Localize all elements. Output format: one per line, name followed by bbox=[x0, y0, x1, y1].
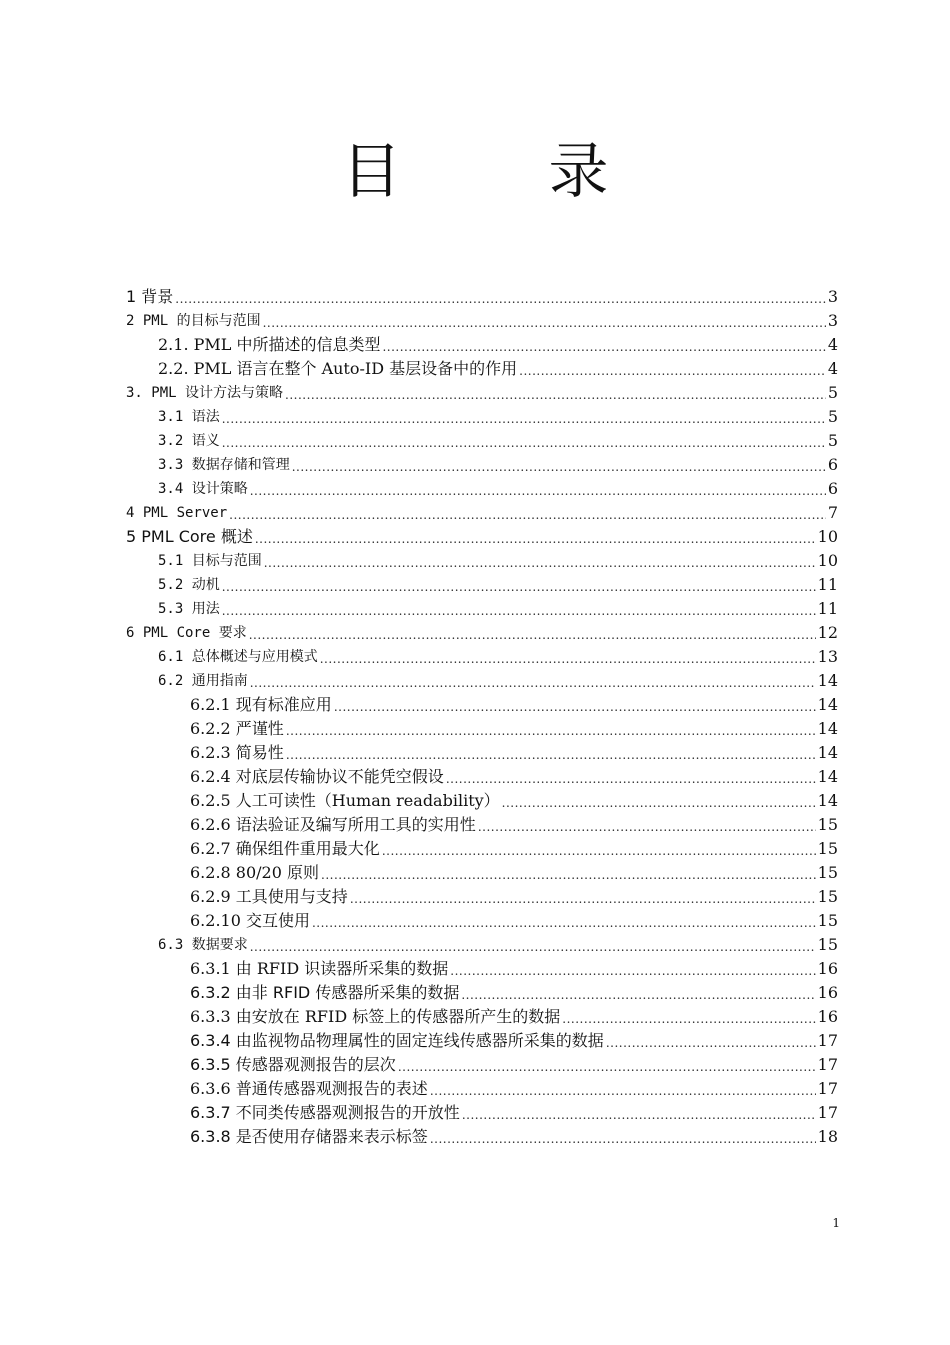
leader-dots bbox=[250, 938, 816, 956]
toc-entry-label: 6.3.5 传感器观测报告的层次 bbox=[190, 1055, 396, 1074]
leader-dots bbox=[175, 290, 826, 308]
toc-entry-page: 12 bbox=[817, 623, 838, 642]
toc-entry-label: 6.2 通用指南 bbox=[158, 673, 248, 689]
toc-entry[interactable] bbox=[190, 812, 838, 836]
toc-entry-label: 5.1 目标与范围 bbox=[158, 553, 262, 569]
toc-entry[interactable] bbox=[158, 932, 838, 956]
toc-entry-page: 16 bbox=[817, 959, 838, 978]
toc-entry[interactable] bbox=[126, 620, 838, 644]
toc-entry-label: 3.4 设计策略 bbox=[158, 481, 248, 497]
toc-entry[interactable] bbox=[158, 356, 838, 380]
toc-entry-page: 14 bbox=[817, 791, 838, 810]
toc-entry-page: 17 bbox=[817, 1055, 838, 1074]
leader-dots bbox=[350, 890, 816, 908]
leader-dots bbox=[222, 602, 816, 620]
toc-entry[interactable] bbox=[190, 908, 838, 932]
toc-entry-label: 2 PML 的目标与范围 bbox=[126, 313, 261, 329]
toc-entry-label: 6.3.1 由 RFID 识读器所采集的数据 bbox=[190, 959, 449, 978]
leader-dots bbox=[450, 962, 815, 980]
toc-entry[interactable] bbox=[190, 980, 838, 1004]
toc-entry[interactable] bbox=[126, 524, 838, 548]
toc-entry-page: 17 bbox=[817, 1079, 838, 1098]
page-title: 目 录 bbox=[341, 137, 673, 207]
toc-entry-page: 3 bbox=[827, 311, 838, 330]
leader-dots bbox=[250, 674, 816, 692]
toc-entry-page: 15 bbox=[817, 815, 838, 834]
toc-entry-label: 6.2.4 对底层传输协议不能凭空假设 bbox=[190, 767, 444, 786]
toc-entry-page: 14 bbox=[817, 695, 838, 714]
toc-entry-page: 14 bbox=[817, 671, 838, 690]
toc-entry[interactable] bbox=[126, 500, 838, 524]
toc-entry-label: 6.3.2 由非 RFID 传感器所采集的数据 bbox=[190, 983, 460, 1002]
leader-dots bbox=[255, 530, 816, 548]
toc-entry-page: 16 bbox=[817, 1007, 838, 1026]
leader-dots bbox=[321, 866, 816, 884]
toc-entry[interactable] bbox=[126, 284, 838, 308]
toc-entry-page: 5 bbox=[827, 383, 838, 402]
leader-dots bbox=[382, 842, 816, 860]
leader-dots bbox=[285, 386, 826, 404]
toc-entry[interactable] bbox=[158, 476, 838, 500]
leader-dots bbox=[263, 314, 826, 332]
toc-entry-label: 5 PML Core 概述 bbox=[126, 527, 253, 546]
toc-entry-label: 6.2.10 交互使用 bbox=[190, 911, 310, 930]
toc-entry-label: 4 PML Server bbox=[126, 505, 228, 521]
toc-entry-label: 6.2.5 人工可读性（Human readability） bbox=[190, 791, 500, 810]
leader-dots bbox=[462, 1106, 816, 1124]
toc-entry[interactable] bbox=[190, 1052, 838, 1076]
toc-entry-label: 2.1. PML 中所描述的信息类型 bbox=[158, 335, 381, 354]
toc-entry[interactable] bbox=[126, 380, 838, 404]
leader-dots bbox=[292, 458, 826, 476]
leader-dots bbox=[250, 482, 826, 500]
toc-entry-label: 5.3 用法 bbox=[158, 601, 220, 617]
toc-entry-label: 6.2.1 现有标准应用 bbox=[190, 695, 332, 714]
toc-entry-label: 6 PML Core 要求 bbox=[126, 625, 247, 641]
toc-entry-page: 10 bbox=[817, 551, 838, 570]
toc-entry[interactable] bbox=[158, 644, 838, 668]
toc-entry[interactable] bbox=[190, 1028, 838, 1052]
toc-entry-page: 17 bbox=[817, 1031, 838, 1050]
leader-dots bbox=[502, 794, 816, 812]
toc-entry[interactable] bbox=[158, 596, 838, 620]
toc-entry-label: 6.1 总体概述与应用模式 bbox=[158, 649, 318, 665]
leader-dots bbox=[519, 362, 826, 380]
toc-entry-page: 7 bbox=[827, 503, 838, 522]
leader-dots bbox=[222, 578, 816, 596]
toc-entry-page: 5 bbox=[827, 431, 838, 450]
toc-entry-label: 6.2.8 80/20 原则 bbox=[190, 863, 319, 882]
toc-entry[interactable] bbox=[158, 428, 838, 452]
toc-entry-page: 3 bbox=[827, 287, 838, 306]
toc-entry[interactable] bbox=[158, 572, 838, 596]
toc-entry-page: 10 bbox=[817, 527, 838, 546]
toc-entry-page: 11 bbox=[817, 599, 838, 618]
toc-entry-page: 17 bbox=[817, 1103, 838, 1122]
toc-entry-label: 6.3.8 是否使用存储器来表示标签 bbox=[190, 1127, 428, 1146]
toc-entry[interactable] bbox=[190, 836, 838, 860]
toc-entry[interactable] bbox=[158, 548, 838, 572]
toc-entry[interactable] bbox=[190, 956, 838, 980]
leader-dots bbox=[606, 1034, 816, 1052]
toc-entry-page: 16 bbox=[817, 983, 838, 1002]
toc-entry-page: 13 bbox=[817, 647, 838, 666]
toc-entry[interactable] bbox=[190, 740, 838, 764]
toc-entry-page: 14 bbox=[817, 743, 838, 762]
toc-entry-label: 3.2 语义 bbox=[158, 433, 220, 449]
toc-entry-page: 6 bbox=[827, 455, 838, 474]
toc-entry[interactable] bbox=[190, 788, 838, 812]
toc-entry[interactable] bbox=[190, 884, 838, 908]
toc-entry-page: 14 bbox=[817, 719, 838, 738]
toc-entry-page: 15 bbox=[817, 911, 838, 930]
toc-entry[interactable] bbox=[190, 692, 838, 716]
leader-dots bbox=[320, 650, 816, 668]
leader-dots bbox=[222, 410, 826, 428]
toc-entry-label: 6.3.7 不同类传感器观测报告的开放性 bbox=[190, 1103, 460, 1122]
leader-dots bbox=[264, 554, 816, 572]
toc-entry[interactable] bbox=[190, 1100, 838, 1124]
leader-dots bbox=[286, 722, 816, 740]
toc-entry-label: 3.3 数据存储和管理 bbox=[158, 457, 290, 473]
leader-dots bbox=[286, 746, 816, 764]
toc-entry[interactable] bbox=[158, 404, 838, 428]
toc-entry-label: 6.2.6 语法验证及编写所用工具的实用性 bbox=[190, 815, 476, 834]
toc-entry[interactable] bbox=[158, 332, 838, 356]
toc-entry[interactable] bbox=[126, 308, 838, 332]
toc-entry-label: 5.2 动机 bbox=[158, 577, 220, 593]
leader-dots bbox=[562, 1010, 815, 1028]
toc-entry-page: 15 bbox=[817, 839, 838, 858]
leader-dots bbox=[312, 914, 816, 932]
leader-dots bbox=[430, 1130, 816, 1148]
toc-entry[interactable] bbox=[190, 764, 838, 788]
toc-entry[interactable] bbox=[190, 1004, 838, 1028]
leader-dots bbox=[382, 338, 825, 356]
toc-entry-page: 15 bbox=[817, 887, 838, 906]
toc-entry-label: 2.2. PML 语言在整个 Auto-ID 基层设备中的作用 bbox=[158, 359, 518, 378]
toc-entry-label: 6.2.3 简易性 bbox=[190, 743, 284, 762]
toc-entry-page: 15 bbox=[817, 863, 838, 882]
toc-entry-label: 3. PML 设计方法与策略 bbox=[126, 385, 284, 401]
toc-entry-page: 15 bbox=[817, 935, 838, 954]
toc-entry[interactable] bbox=[158, 452, 838, 476]
leader-dots bbox=[430, 1082, 816, 1100]
leader-dots bbox=[478, 818, 816, 836]
leader-dots bbox=[222, 434, 826, 452]
toc-entry-label: 6.3.4 由监视物品物理属性的固定连线传感器所采集的数据 bbox=[190, 1031, 604, 1050]
toc-entry-label: 6.2.2 严谨性 bbox=[190, 719, 284, 738]
toc-entry-page: 4 bbox=[827, 359, 838, 378]
toc-entry-label: 6.2.7 确保组件重用最大化 bbox=[190, 839, 380, 858]
page-number: 1 bbox=[832, 1216, 840, 1230]
leader-dots bbox=[446, 770, 816, 788]
leader-dots bbox=[249, 626, 816, 644]
leader-dots bbox=[334, 698, 816, 716]
toc-entry-label: 6.3 数据要求 bbox=[158, 937, 248, 953]
toc-entry[interactable] bbox=[190, 1124, 838, 1148]
toc-entry[interactable] bbox=[158, 668, 838, 692]
toc-entry-label: 3.1 语法 bbox=[158, 409, 220, 425]
leader-dots bbox=[398, 1058, 816, 1076]
leader-dots bbox=[461, 986, 815, 1004]
toc-entry[interactable] bbox=[190, 1076, 838, 1100]
toc-entry-label: 6.3.3 由安放在 RFID 标签上的传感器所产生的数据 bbox=[190, 1007, 561, 1026]
toc-entry-page: 6 bbox=[827, 479, 838, 498]
toc-entry-page: 18 bbox=[817, 1127, 838, 1146]
toc-entry[interactable] bbox=[190, 716, 838, 740]
toc-entry-page: 11 bbox=[817, 575, 838, 594]
toc-entry-label: 6.2.9 工具使用与支持 bbox=[190, 887, 348, 906]
toc-entry-page: 4 bbox=[827, 335, 838, 354]
toc-entry-page: 5 bbox=[827, 407, 838, 426]
leader-dots bbox=[229, 506, 826, 524]
toc-entry-page: 14 bbox=[817, 767, 838, 786]
toc-entry-label: 6.3.6 普通传感器观测报告的表述 bbox=[190, 1079, 428, 1098]
toc-entry[interactable] bbox=[190, 860, 838, 884]
toc-entry-label: 1 背景 bbox=[126, 287, 174, 306]
